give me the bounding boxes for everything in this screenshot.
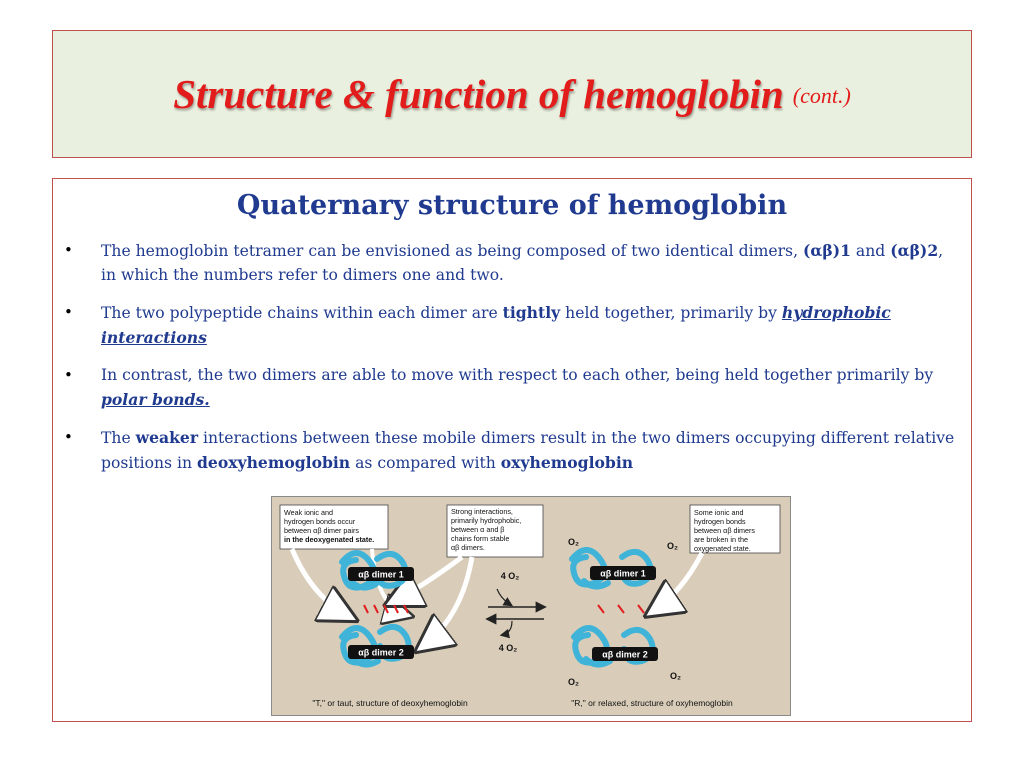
hemoglobin-diagram [272, 497, 792, 717]
hemoglobin-figure [271, 496, 791, 716]
highlight-term: tightly [502, 303, 561, 322]
bullet-list [53, 239, 971, 489]
uptake-curve-arrow [497, 589, 511, 605]
highlight-link-term: polar bonds. [101, 389, 210, 409]
release-curve-arrow [502, 621, 512, 635]
bullet-item [53, 426, 971, 475]
caption-oxy: "R," or relaxed, structure of oxyhemoglobin [571, 698, 733, 708]
highlight-term: oxyhemoglobin [500, 452, 634, 472]
bullet-dot-icon: • [64, 428, 73, 446]
callout-left-text: Weak ionic and hydrogen bonds occur between αβ dimer pairs in the deoxygenated state. [284, 508, 375, 544]
dimer1-label-left: αβ dimer 1 [358, 569, 404, 580]
bullet-text: The [101, 429, 136, 447]
o2-label: O₂ [670, 671, 681, 681]
oxy-bonds [598, 605, 644, 613]
dimer1-label-right: αβ dimer 1 [600, 568, 646, 579]
highlight-term: deoxyhemoglobin [197, 452, 351, 472]
bullet-text: as compared with [350, 453, 501, 472]
highlight-term: (αβ)1 [802, 241, 851, 260]
dimer2-label-right: αβ dimer 2 [602, 649, 648, 660]
o2-label: O₂ [667, 541, 678, 551]
slide-title-suffix: (cont.) [792, 83, 851, 108]
bullet-text: , in which the numbers refer to dimers one and two. [101, 242, 944, 284]
title-banner [52, 30, 972, 158]
highlight-term: (αβ)2 [890, 241, 939, 260]
section-heading: Quaternary structure of hemoglobin [236, 190, 788, 221]
bullet-dot-icon: • [64, 366, 73, 384]
o2-label: O₂ [568, 537, 579, 547]
bullet-dot-icon: • [64, 241, 73, 259]
callout-pointer-right [652, 553, 702, 612]
bullet-item [53, 301, 971, 350]
bullet-item [53, 364, 971, 412]
bullet-text: interactions between these mobile dimers result in the two dimers occupying different relative positions in [101, 429, 955, 472]
callout-mid-text: Strong interactions, primarily hydrophobic, between α and β chains form stable αβ dimers. [451, 507, 522, 552]
slide-title: Structure & function of hemoglobin [173, 71, 784, 117]
o2-forward-label: 4 O₂ [500, 571, 520, 581]
bullet-text: and [850, 242, 891, 260]
highlight-link-term: hydrophobic interactions [101, 303, 891, 347]
bullet-dot-icon: • [64, 303, 73, 321]
callout-right-text: Some ionic and hydrogen bonds between αβ dimers are broken in the oxygenated state. [694, 508, 756, 553]
bullet-text: The two polypeptide chains within each dimer are [101, 304, 503, 322]
caption-deoxy: "T," or taut, structure of deoxyhemoglobin [312, 698, 468, 708]
bullet-text: held together, primarily by [560, 304, 782, 322]
content-panel [52, 178, 972, 722]
o2-label: O₂ [568, 677, 579, 687]
highlight-term: weaker [135, 428, 199, 447]
bullet-text: In contrast, the two dimers are able to move with respect to each other, being held together primarily by [101, 366, 934, 384]
bullet-item [53, 239, 971, 287]
dimer2-label-left: αβ dimer 2 [358, 647, 404, 658]
o2-reverse-label: 4 O₂ [498, 643, 518, 653]
bullet-text: The hemoglobin tetramer can be envisioned as being composed of two identical dimers, [101, 242, 803, 260]
